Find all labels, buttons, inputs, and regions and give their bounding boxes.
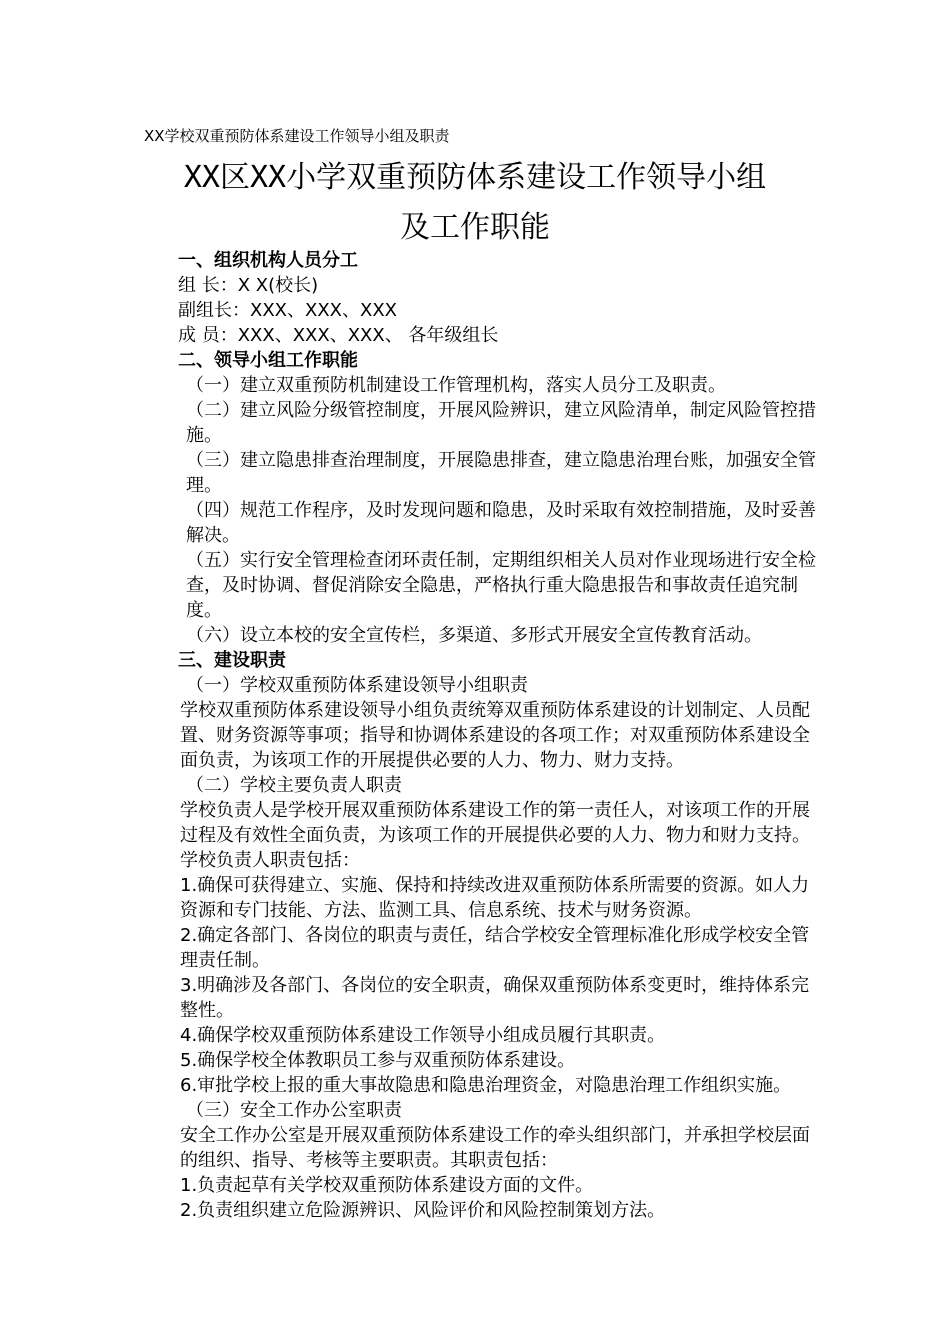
paragraph: （一）建立双重预防机制建设工作管理机构，落实人员分工及职责。: [186, 375, 726, 396]
paragraph: 安全工作办公室是开展双重预防体系建设工作的牵头组织部门，并承担学校层面的组织、指导、考核等主要职责。其职责包括：: [180, 1125, 810, 1171]
list-item: 4.确保学校双重预防体系建设工作领导小组成员履行其职责。: [180, 1025, 666, 1046]
document-body: [144, 248, 819, 1223]
page-title-line-2: 及工作职能: [400, 210, 550, 245]
list-item: 2.确定各部门、各岗位的职责与责任，结合学校安全管理标准化形成学校安全管理责任制。: [180, 925, 810, 971]
section-heading: 三、建设职责: [178, 650, 286, 671]
paragraph: 学校双重预防体系建设领导小组负责统筹双重预防体系建设的计划制定、人员配置、财务资源等事项；指导和协调体系建设的各项工作；对双重预防体系建设全面负责，为该项工作的开展提供必要的人力、物力、财力支持。: [180, 700, 810, 771]
subsection-title: （三）安全工作办公室职责: [186, 1100, 402, 1121]
paragraph: （三）建立隐患排查治理制度，开展隐患排查，建立隐患治理台账，加强安全管理。: [186, 450, 816, 496]
paragraph: （二）建立风险分级管控制度，开展风险辨识，建立风险清单，制定风险管控措施。: [186, 400, 816, 446]
deputy-line: 副组长：XXX、XXX、XXX: [178, 300, 397, 321]
subsection-title: （二）学校主要负责人职责: [186, 775, 402, 796]
list-item: 1.确保可获得建立、实施、保持和持续改进双重预防体系所需要的资源。如人力资源和专门技能、方法、监测工具、信息系统、技术与财务资源。: [180, 875, 810, 921]
leader-line: 组 长：X X(校长): [178, 275, 319, 296]
paragraph: （五）实行安全管理检查闭环责任制，定期组织相关人员对作业现场进行安全检查，及时协调、督促消除安全隐患，严格执行重大隐患报告和事故责任追究制度。: [186, 550, 816, 621]
page-title-line-1: XX区XX小学双重预防体系建设工作领导小组: [183, 160, 767, 195]
list-item: 1.负责起草有关学校双重预防体系建设方面的文件。: [180, 1175, 594, 1196]
paragraph: （四）规范工作程序，及时发现问题和隐患，及时采取有效控制措施，及时妥善解决。: [186, 500, 816, 546]
list-item: 5.确保学校全体教职员工参与双重预防体系建设。: [180, 1050, 576, 1071]
section-heading: 一、组织机构人员分工: [178, 250, 358, 271]
section-heading: 二、领导小组工作职能: [178, 350, 358, 371]
members-line: 成 员：XXX、XXX、XXX、 各年级组长: [178, 325, 499, 346]
document-header: XX学校双重预防体系建设工作领导小组及职责: [144, 127, 450, 145]
subsection-title: （一）学校双重预防体系建设领导小组职责: [186, 675, 528, 696]
paragraph: （六）设立本校的安全宣传栏，多渠道、多形式开展安全宣传教育活动。: [186, 625, 762, 646]
list-item: 3.明确涉及各部门、各岗位的安全职责，确保双重预防体系变更时，维持体系完整性。: [180, 975, 810, 1021]
paragraph: 学校负责人是学校开展双重预防体系建设工作的第一责任人，对该项工作的开展过程及有效性全面负责，为该项工作的开展提供必要的人力、物力和财力支持。学校负责人职责包括：: [180, 800, 810, 871]
list-item: 6.审批学校上报的重大事故隐患和隐患治理资金，对隐患治理工作组织实施。: [180, 1075, 792, 1096]
list-item: 2.负责组织建立危险源辨识、风险评价和风险控制策划方法。: [180, 1200, 666, 1221]
